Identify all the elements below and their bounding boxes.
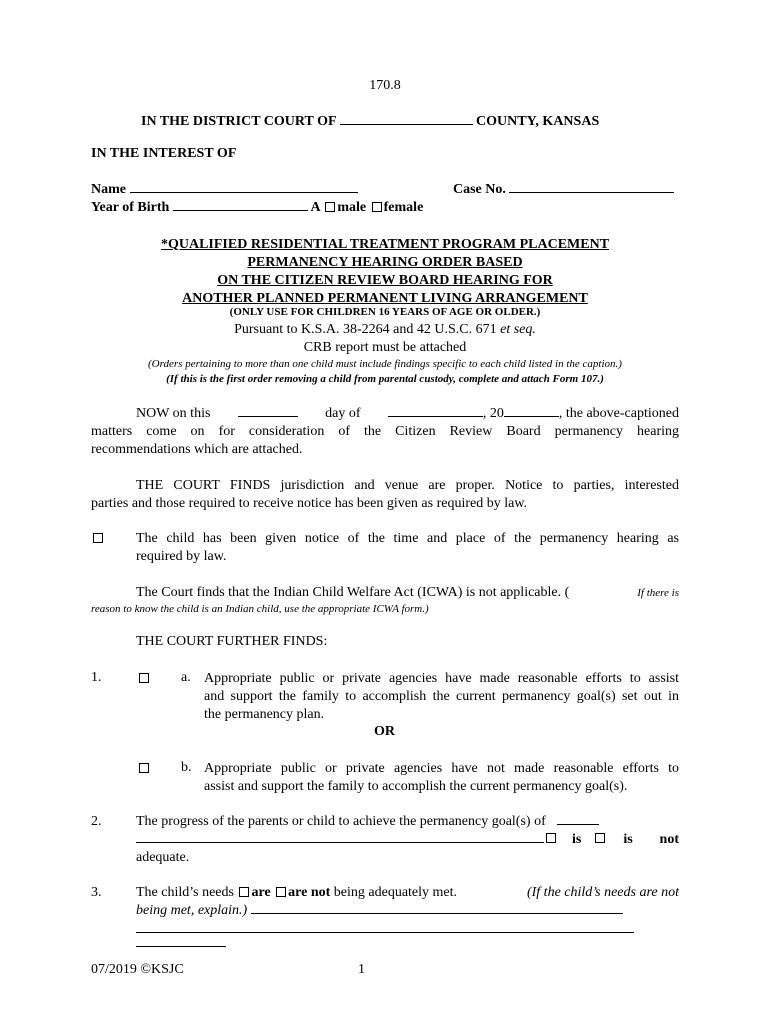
are-not-label: are not bbox=[288, 885, 331, 900]
are-not-checkbox[interactable] bbox=[276, 887, 286, 897]
goal-blank-long[interactable] bbox=[136, 841, 544, 843]
explain-blank-3[interactable] bbox=[136, 946, 226, 947]
court-finds-paragraph bbox=[91, 477, 679, 513]
now-paragraph bbox=[91, 405, 679, 459]
title-line: *QUALIFIED RESIDENTIAL TREATMENT PROGRAM PLACEMENT bbox=[160, 237, 610, 252]
et-seq: et seq. bbox=[500, 322, 536, 337]
sex-prefix: A bbox=[310, 200, 320, 215]
case-no-label: Case No. bbox=[453, 182, 506, 197]
further-finds-heading: THE COURT FURTHER FINDS: bbox=[136, 634, 328, 649]
male-checkbox[interactable] bbox=[325, 202, 335, 212]
year-of-birth-blank[interactable] bbox=[173, 209, 308, 211]
goal-blank-short[interactable] bbox=[557, 823, 599, 825]
item1b-checkbox[interactable] bbox=[139, 763, 149, 773]
year-prefix: , 20 bbox=[482, 406, 504, 421]
above-captioned-text: , the above-captioned bbox=[558, 406, 679, 421]
title-line: PERMANENCY HEARING ORDER BASED bbox=[247, 255, 523, 270]
female-checkbox[interactable] bbox=[372, 202, 382, 212]
item1a-line: and support the family to accomplish the current permanency goal(s) set out in bbox=[204, 689, 679, 704]
court-finds-line2: parties and those required to receive notice has been given as required by law. bbox=[91, 496, 528, 511]
item1b-line: Appropriate public or private agencies have not made reasonable efforts to bbox=[204, 761, 679, 776]
item3-line2 bbox=[136, 903, 623, 919]
court-heading bbox=[141, 114, 599, 130]
title-line: ON THE CITIZEN REVIEW BOARD HEARING FOR bbox=[217, 273, 553, 288]
name-row bbox=[91, 182, 358, 198]
are-label: are bbox=[251, 885, 271, 900]
item2-is-not-label-a: is bbox=[623, 832, 633, 847]
or-label: OR bbox=[374, 724, 395, 739]
female-label: female bbox=[383, 200, 424, 215]
notice-item bbox=[136, 530, 679, 566]
subtitle: (ONLY USE FOR CHILDREN 16 YEARS OF AGE OR OLDER.) bbox=[229, 306, 541, 318]
item1b-text bbox=[204, 760, 679, 796]
item1a-label: a. bbox=[181, 670, 191, 685]
now-line3: recommendations which are attached. bbox=[91, 442, 303, 457]
icwa-paragraph bbox=[91, 584, 679, 618]
item3-line1 bbox=[136, 885, 679, 901]
item2-text: The progress of the parents or child to achieve the permanency goal(s) of bbox=[136, 814, 546, 829]
court-heading-left: IN THE DISTRICT COURT OF bbox=[141, 114, 337, 129]
item2-is-not-label-b: not bbox=[659, 832, 679, 847]
name-blank[interactable] bbox=[130, 191, 358, 193]
year-of-birth-row bbox=[91, 200, 423, 216]
are-checkbox[interactable] bbox=[239, 887, 249, 897]
case-no-row bbox=[453, 182, 674, 198]
item1a-line: Appropriate public or private agencies have made reasonable efforts to assist bbox=[204, 671, 679, 686]
pursuant-line bbox=[0, 322, 770, 338]
month-blank[interactable] bbox=[388, 415, 483, 417]
first-order-note: (If this is the first order removing a child from parental custody, complete and attach Form 107.) bbox=[166, 373, 604, 385]
court-finds-line1: THE COURT FINDS jurisdiction and venue are proper. Notice to parties, interested bbox=[136, 478, 679, 493]
item1b-line: assist and support the family to accomplish the current permanency goal(s). bbox=[204, 779, 628, 794]
notice-checkbox[interactable] bbox=[93, 533, 103, 543]
day-of-text: day of bbox=[325, 406, 361, 421]
county-blank[interactable] bbox=[340, 123, 473, 125]
item2-number: 2. bbox=[91, 814, 102, 829]
notice-line2: required by law. bbox=[136, 549, 227, 564]
item1a-line: the permanency plan. bbox=[204, 707, 325, 722]
item1b-label: b. bbox=[181, 760, 192, 775]
name-label: Name bbox=[91, 182, 126, 197]
pursuant-text: Pursuant to K.S.A. 38-2264 and 42 U.S.C. 671 bbox=[234, 322, 497, 337]
explain-blank-1[interactable] bbox=[251, 912, 623, 914]
icwa-line1-italic: If there is bbox=[637, 587, 679, 599]
case-no-blank[interactable] bbox=[509, 191, 674, 193]
item3-being-met-text: being adequately met. bbox=[333, 885, 458, 900]
day-blank[interactable] bbox=[238, 415, 298, 417]
interest-of-label: IN THE INTEREST OF bbox=[91, 146, 237, 161]
item2-is-not-checkbox[interactable] bbox=[595, 833, 605, 843]
item1a-checkbox[interactable] bbox=[139, 673, 149, 683]
page-number: 1 bbox=[358, 962, 365, 977]
year-blank[interactable] bbox=[504, 415, 559, 417]
item2-line3: adequate. bbox=[136, 850, 190, 865]
icwa-line1: The Court finds that the Indian Child Welfare Act (ICWA) is not applicable. ( bbox=[136, 585, 570, 600]
notice-line1: The child has been given notice of the time and place of the permanency hearing as bbox=[136, 531, 679, 546]
item1-number: 1. bbox=[91, 670, 102, 685]
now-line2: matters come on for consideration of the Citizen Review Board permanency hearing bbox=[91, 424, 679, 439]
court-heading-right: COUNTY, KANSAS bbox=[476, 114, 600, 129]
now-text: NOW on this bbox=[136, 406, 211, 421]
item2-line1 bbox=[136, 814, 599, 830]
explain-blank-2[interactable] bbox=[136, 932, 634, 933]
year-of-birth-label: Year of Birth bbox=[91, 200, 170, 215]
item3-needs-text: The child’s needs bbox=[136, 885, 234, 900]
orders-note: (Orders pertaining to more than one child must include findings specific to each child listed in the caption.) bbox=[148, 358, 622, 370]
item2-is-checkbox[interactable] bbox=[546, 833, 556, 843]
document-title bbox=[0, 236, 770, 308]
form-number: 170.8 bbox=[369, 78, 401, 93]
footer-date: 07/2019 ©KSJC bbox=[91, 962, 184, 977]
item2-is-label: is bbox=[572, 832, 582, 847]
item3-if-text: (If the child’s needs are not bbox=[526, 885, 679, 900]
item1a-text bbox=[204, 670, 679, 724]
icwa-line2: reason to know the child is an Indian child, use the appropriate ICWA form.) bbox=[91, 603, 429, 615]
title-line: ANOTHER PLANNED PERMANENT LIVING ARRANGEMENT bbox=[182, 291, 588, 306]
item3-explain-text: being met, explain.) bbox=[136, 903, 248, 918]
male-label: male bbox=[337, 200, 367, 215]
item2-line2 bbox=[136, 832, 679, 848]
item3-number: 3. bbox=[91, 885, 102, 900]
crb-note: CRB report must be attached bbox=[303, 340, 467, 355]
